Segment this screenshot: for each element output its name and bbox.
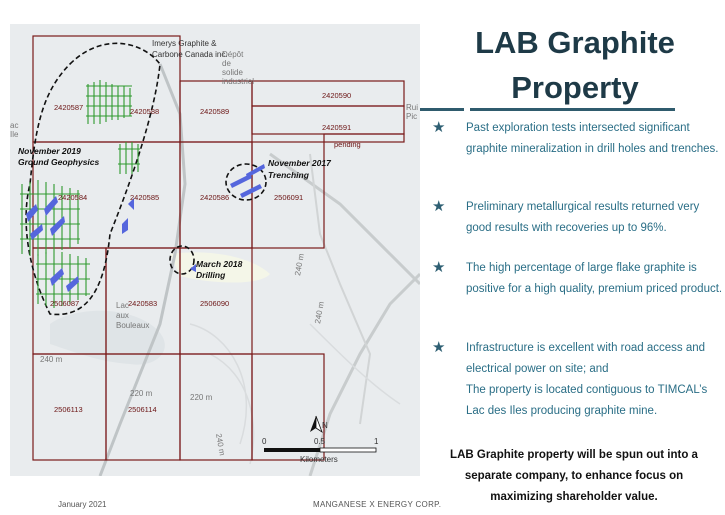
claim-label: 2420587	[54, 103, 84, 112]
claim-label: 2420583	[128, 299, 158, 308]
bullet-text-line: The property is located contiguous to TIMCAL’s Lac des Iles producing graphite mine.	[466, 384, 708, 417]
claim-label: 2420588	[130, 107, 160, 116]
summary-statement: LAB Graphite property will be spun out into a separate company, to enhance focus on maximizing shareholder value.	[450, 449, 698, 503]
claim-label: 2506113	[54, 405, 83, 414]
elevation-label: 240 m	[214, 432, 227, 457]
title-divider	[470, 108, 675, 111]
elevation-label: 220 m	[190, 393, 213, 402]
elevation-label: 240 m	[313, 300, 326, 325]
pending-label: pending	[334, 140, 361, 149]
place-label: Dépôt	[222, 50, 244, 59]
claim-label: 2420586	[200, 193, 230, 202]
scale-unit: Kilometers	[300, 455, 338, 464]
page-title-line-1: LAB Graphite	[475, 25, 675, 60]
star-icon: ★	[432, 338, 446, 356]
place-label: ac	[10, 121, 19, 130]
place-label: Imerys Graphite &	[152, 39, 217, 48]
claim-label: 2506114	[128, 405, 157, 414]
claim-label: 2506091	[274, 193, 304, 202]
star-icon: ★	[432, 197, 446, 215]
bullet-text	[466, 338, 724, 422]
scale-zero: 0	[262, 437, 267, 446]
elevation-label: 240 m	[293, 252, 306, 277]
trenching-annotation: November 2017	[268, 158, 331, 168]
bullet-text: The high percentage of large flake graphite is positive for a high quality, premium priced product.	[466, 262, 723, 295]
drilling-annotation: March 2018	[196, 259, 243, 269]
title-divider	[420, 108, 464, 111]
elevation-label: 220 m	[130, 389, 153, 398]
place-label: industriel	[222, 77, 255, 86]
scale-bar	[264, 448, 376, 452]
drilling-annotation: Drilling	[196, 270, 226, 280]
page-title-line-2: Property	[511, 70, 639, 105]
geophysics-annotation: Ground Geophysics	[18, 157, 100, 167]
bullet-text: Preliminary metallurgical results returned very good results with recoveries up to 96%.	[466, 201, 700, 234]
place-label: de	[222, 59, 231, 68]
claim-label: 2420585	[130, 193, 160, 202]
place-label: Pic	[406, 112, 418, 121]
place-label: solide	[222, 68, 243, 77]
place-label: Carbone Canada inc.	[152, 50, 228, 59]
claim-label: 2420591	[322, 123, 352, 132]
bullet-text-line: Infrastructure is excellent with road access and electrical power on site; and	[466, 342, 706, 375]
bullet-text: Past exploration tests intersected significant graphite mineralization in drill holes and trenches.	[466, 122, 719, 155]
claim-label: 2420590	[322, 91, 352, 100]
claim-label: 2420584	[58, 193, 88, 202]
claim-label: 2506090	[200, 299, 230, 308]
place-label: Lac	[116, 301, 129, 310]
scale-one: 1	[374, 437, 379, 446]
property-map	[10, 24, 420, 476]
trenching-annotation: Trenching	[268, 170, 309, 180]
footer-date: January 2021	[58, 500, 107, 509]
claim-label: 2420589	[200, 107, 230, 116]
geophysics-annotation: November 2019	[18, 146, 81, 156]
north-label: N	[322, 421, 328, 430]
star-icon: ★	[432, 258, 446, 276]
place-label: Ile	[10, 130, 19, 139]
scale-half: 0.5	[314, 437, 326, 446]
place-label: Rui	[406, 103, 419, 112]
elevation-label: 240 m	[40, 355, 63, 364]
place-label: Bouleaux	[116, 321, 150, 330]
place-label: aux	[116, 311, 129, 320]
footer-company: MANGANESE X ENERGY CORP.	[313, 500, 442, 509]
claim-label: 2506087	[50, 299, 80, 308]
star-icon: ★	[432, 118, 446, 136]
